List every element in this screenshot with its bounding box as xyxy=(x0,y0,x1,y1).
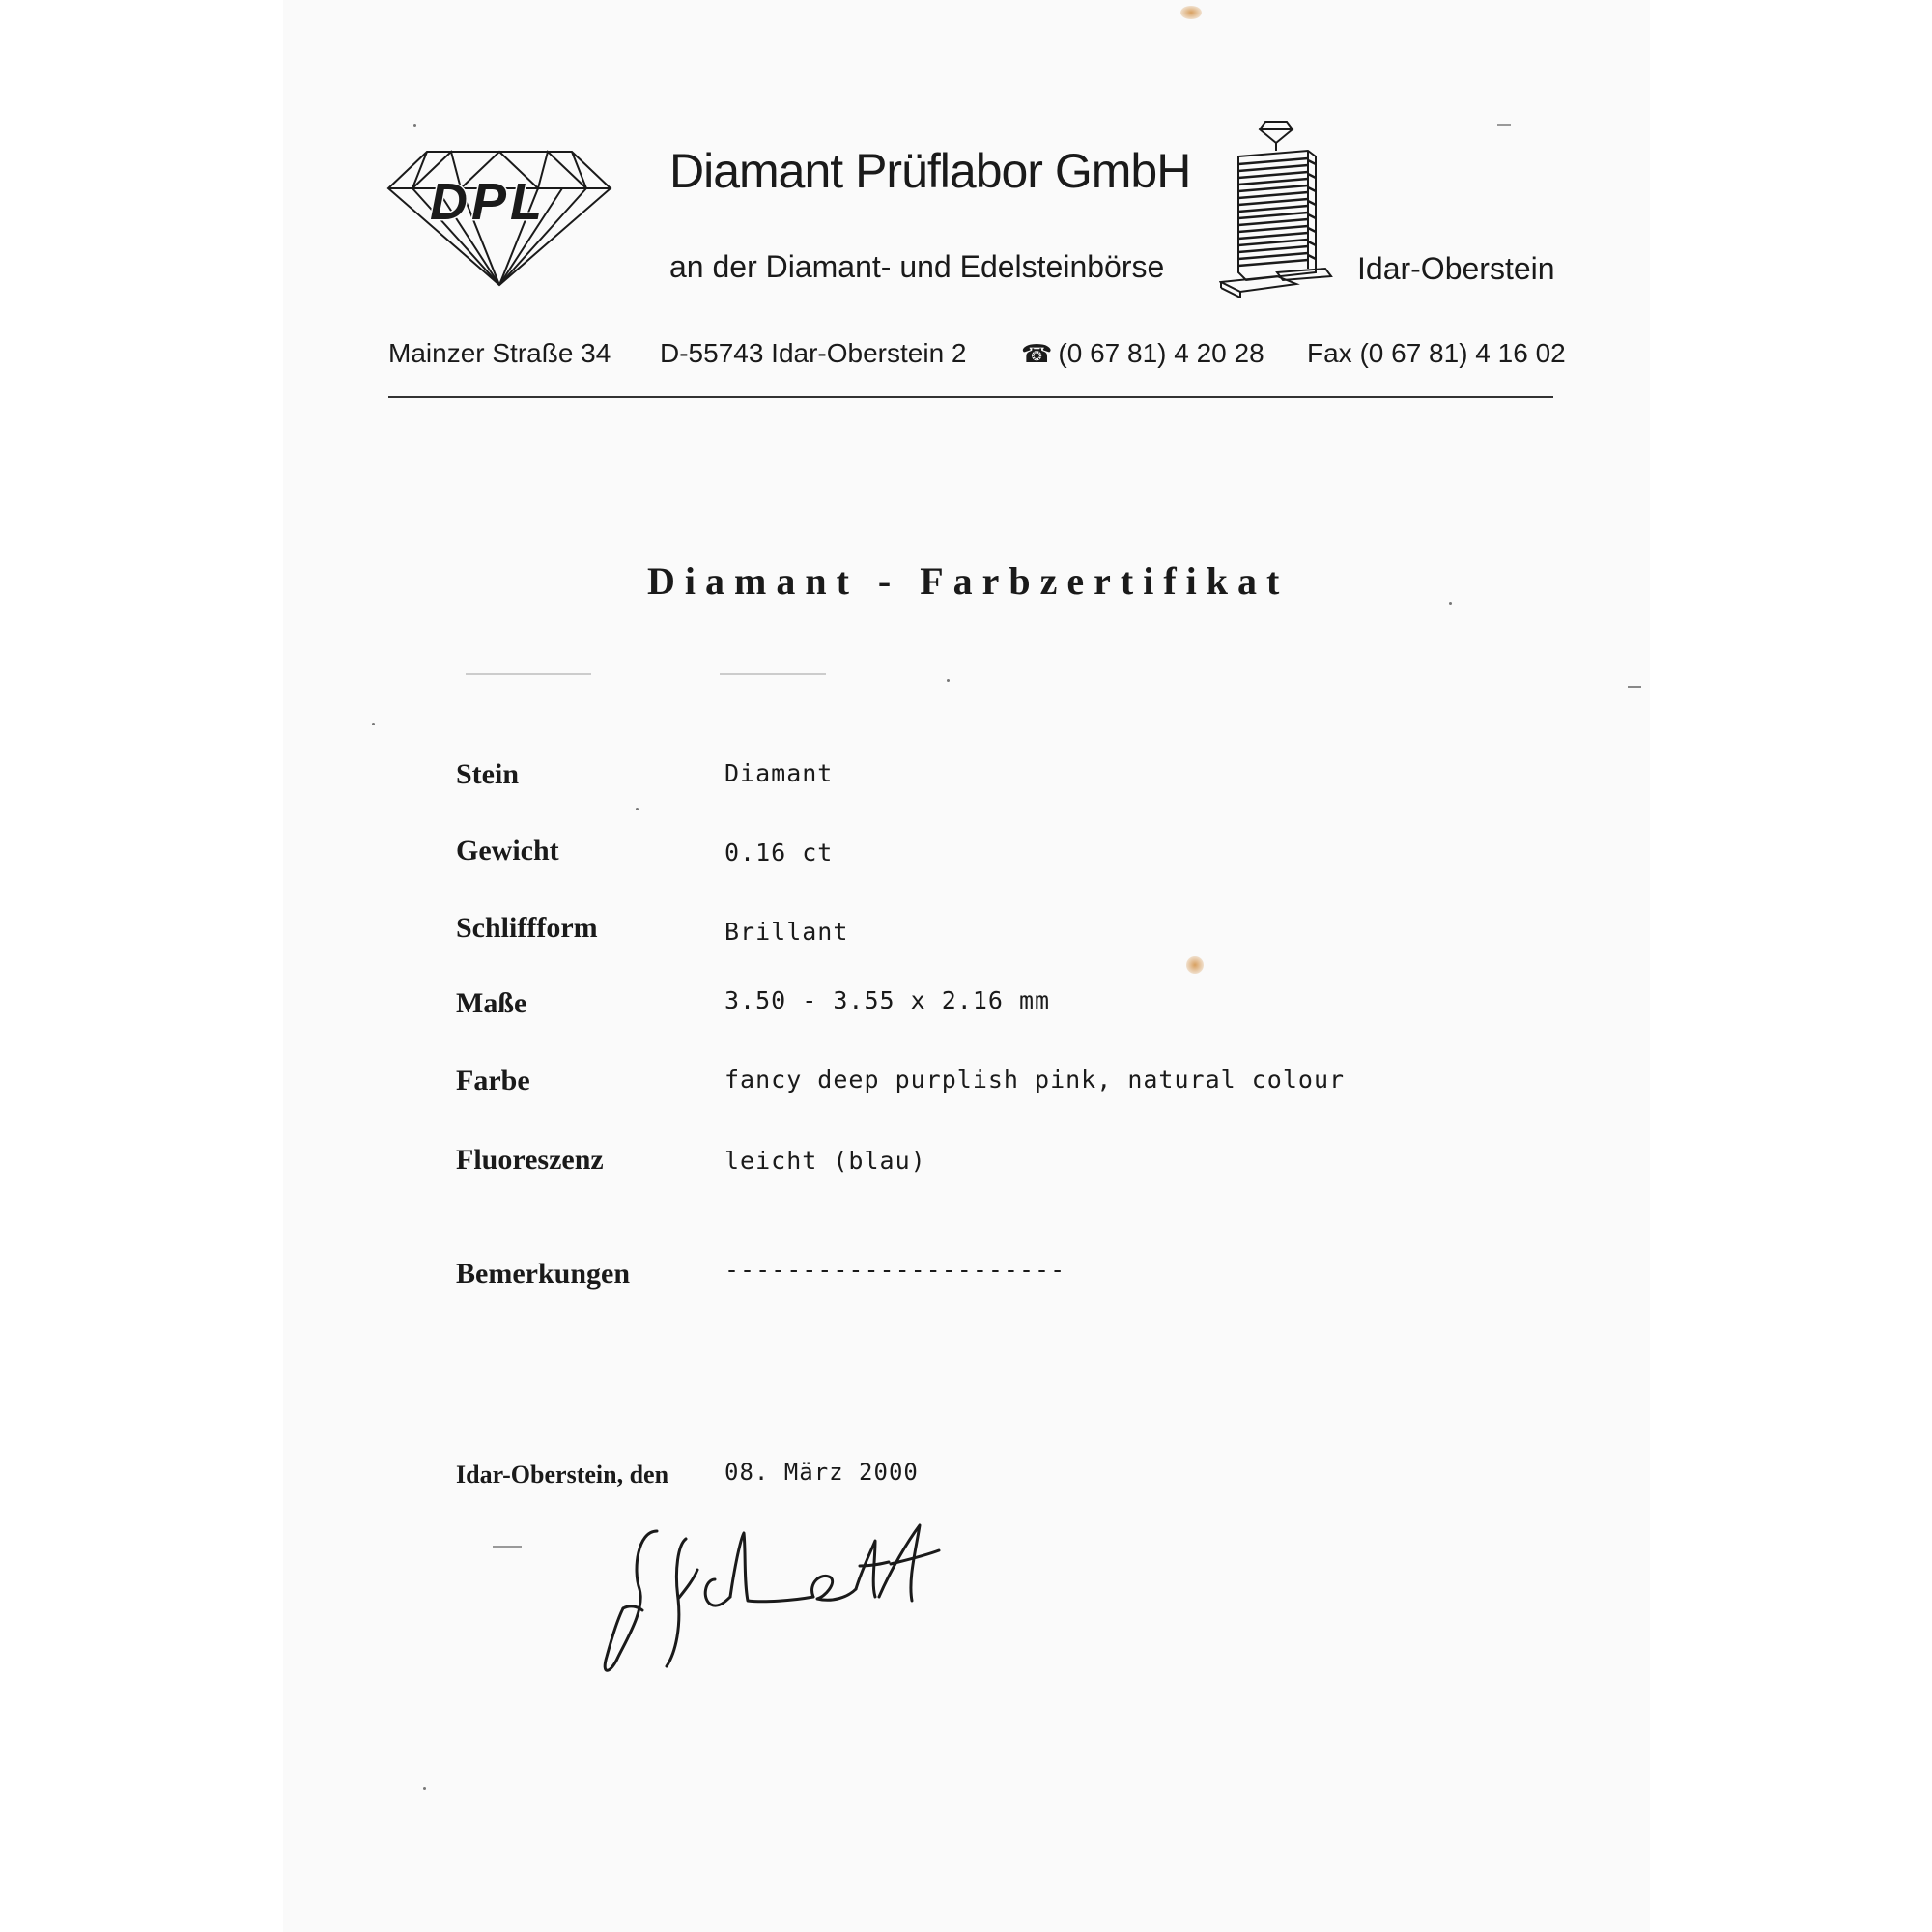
value-schliffform: Brillant xyxy=(724,918,849,946)
value-farbe: fancy deep purplish pink, natural colour xyxy=(724,1065,1346,1094)
address-fax: Fax (0 67 81) 4 16 02 xyxy=(1307,338,1566,368)
paper-smudge xyxy=(493,1546,522,1548)
label-bemerkungen: Bemerkungen xyxy=(456,1258,630,1290)
paper-speck xyxy=(423,1787,426,1790)
phone-icon: ☎ xyxy=(1021,339,1053,368)
date-label: Idar-Oberstein, den xyxy=(456,1461,669,1489)
value-masse: 3.50 - 3.55 x 2.16 mm xyxy=(724,986,1051,1014)
phone-number: (0 67 81) 4 20 28 xyxy=(1058,338,1264,368)
company-city: Idar-Oberstein xyxy=(1357,251,1555,286)
value-bemerkungen: ---------------------- xyxy=(724,1256,1066,1284)
address-phone xyxy=(1021,338,1264,369)
value-stein: Diamant xyxy=(724,759,834,787)
label-schliffform: Schliffform xyxy=(456,912,598,944)
header-divider xyxy=(388,396,1553,398)
label-farbe: Farbe xyxy=(456,1065,530,1096)
building-icon xyxy=(1219,118,1333,298)
company-name: Diamant Prüflabor GmbH xyxy=(669,144,1191,198)
paper-speck xyxy=(947,679,950,682)
paper-smudge xyxy=(1497,124,1511,126)
label-fluoreszenz: Fluoreszenz xyxy=(456,1144,604,1176)
paper-speck xyxy=(1449,602,1452,605)
address-zip-city: D-55743 Idar-Oberstein 2 xyxy=(660,338,967,368)
paper-smudge xyxy=(720,673,826,675)
label-gewicht: Gewicht xyxy=(456,835,559,867)
paper-stain xyxy=(1180,6,1202,19)
date-value: 08. März 2000 xyxy=(724,1459,919,1486)
address-street: Mainzer Straße 34 xyxy=(388,338,611,368)
label-masse: Maße xyxy=(456,987,527,1019)
value-fluoreszenz: leicht (blau) xyxy=(724,1147,926,1175)
label-stein: Stein xyxy=(456,758,520,790)
paper-stain xyxy=(1186,956,1204,974)
dpl-diamond-logo xyxy=(384,140,615,290)
paper-speck xyxy=(372,723,375,725)
paper-speck xyxy=(636,808,639,810)
paper-smudge xyxy=(466,673,591,675)
value-gewicht: 0.16 ct xyxy=(724,838,834,867)
company-subtitle: an der Diamant- und Edelsteinbörse xyxy=(669,249,1165,284)
logo-text: DPL xyxy=(430,173,546,231)
certificate-title: Diamant - Farbzertifikat xyxy=(647,559,1290,603)
paper-speck xyxy=(413,124,416,127)
signature xyxy=(589,1512,995,1686)
paper-smudge xyxy=(1628,686,1641,688)
